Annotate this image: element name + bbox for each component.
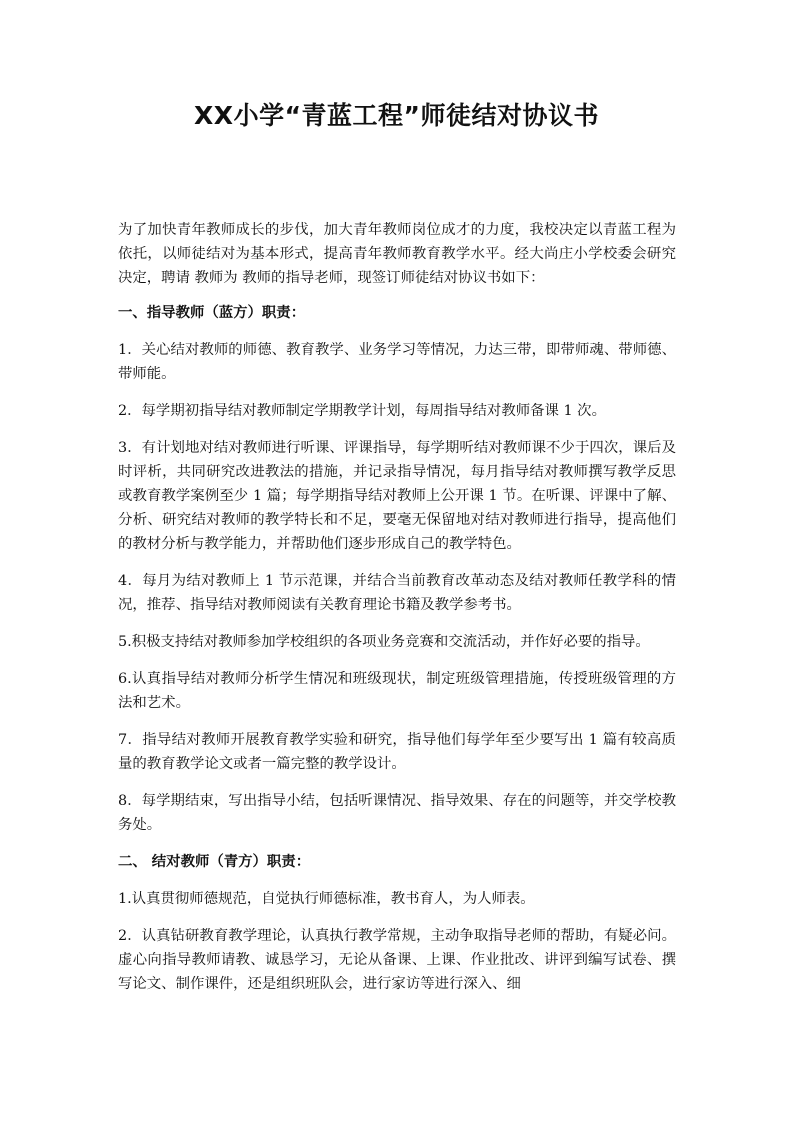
document-title: XX小学“青蓝工程”师徒结对协议书 <box>194 101 599 130</box>
intro-paragraph: 为了加快青年教师成长的步伐，加大青年教师岗位成才的力度，我校决定以青蓝工程为依托，以师徒结对为基本形式，提高青年教师教育教学水平。经大尚庄小学校委会研究决定，聘请 教师为 教师的指导老师，现签订师徒结对协议书如下： <box>118 222 676 286</box>
mentor-duty-3: 3．有计划地对结对教师进行听课、评课指导，每学期听结对教师课不少于四次，课后及时评析，共同研究改进教法的措施，并记录指导情况，每月指导结对教师撰写教学反思或教育教学案例至少 1 篇；每学期指导结对教师上公开课 1 节。在听课、评课中了解、分析、研究结对教师的教学特长和不足，要毫无保留地对结对教师进行指导，提高他们的教材分析与教学能力，并帮助他们逐步形成自己的教学特色。 <box>118 440 676 552</box>
mentor-duty-8: 8．每学期结束，写出指导小结，包括听课情况、指导效果、存在的问题等，并交学校教务处。 <box>118 793 676 833</box>
mentee-duty-1: 1.认真贯彻师德规范，自觉执行师德标准，教书育人，为人师表。 <box>118 891 535 907</box>
mentor-duty-4: 4．每月为结对教师上 1 节示范课，并结合当前教育改革动态及结对教师任教学科的情况，推荐、指导结对教师阅读有关教育理论书籍及教学参考书。 <box>118 573 676 613</box>
section-heading-mentor: 一、指导教师（蓝方）职责： <box>118 304 306 321</box>
document-body <box>118 218 676 1009</box>
mentor-duty-2: 2．每学期初指导结对教师制定学期教学计划，每周指导结对教师备课 1 次。 <box>118 403 606 419</box>
mentor-duty-5: 5.积极支持结对教师参加学校组织的各项业务竞赛和交流活动，并作好必要的指导。 <box>118 634 650 650</box>
mentee-duty-2: 2．认真钻研教育教学理论，认真执行教学常规，主动争取指导老师的帮助，有疑必问。虚心向指导教师请教、诚恳学习，无论从备课、上课、作业批改、讲评到编写试卷、撰写论文、制作课件，还是组织班队会，进行家访等进行深入、细 <box>118 928 676 992</box>
mentor-duty-1: 1．关心结对教师的师德、教育教学、业务学习等情况，力达三带，即带师魂、带师德、带师能。 <box>118 342 676 382</box>
section-heading-mentee: 二、 结对教师（青方）职责： <box>118 853 311 870</box>
mentor-duty-6: 6.认真指导结对教师分析学生情况和班级现状，制定班级管理措施，传授班级管理的方法和艺术。 <box>118 671 676 711</box>
mentor-duty-7: 7．指导结对教师开展教育教学实验和研究，指导他们每学年至少要写出 1 篇有较高质量的教育教学论文或者一篇完整的教学设计。 <box>118 732 676 772</box>
